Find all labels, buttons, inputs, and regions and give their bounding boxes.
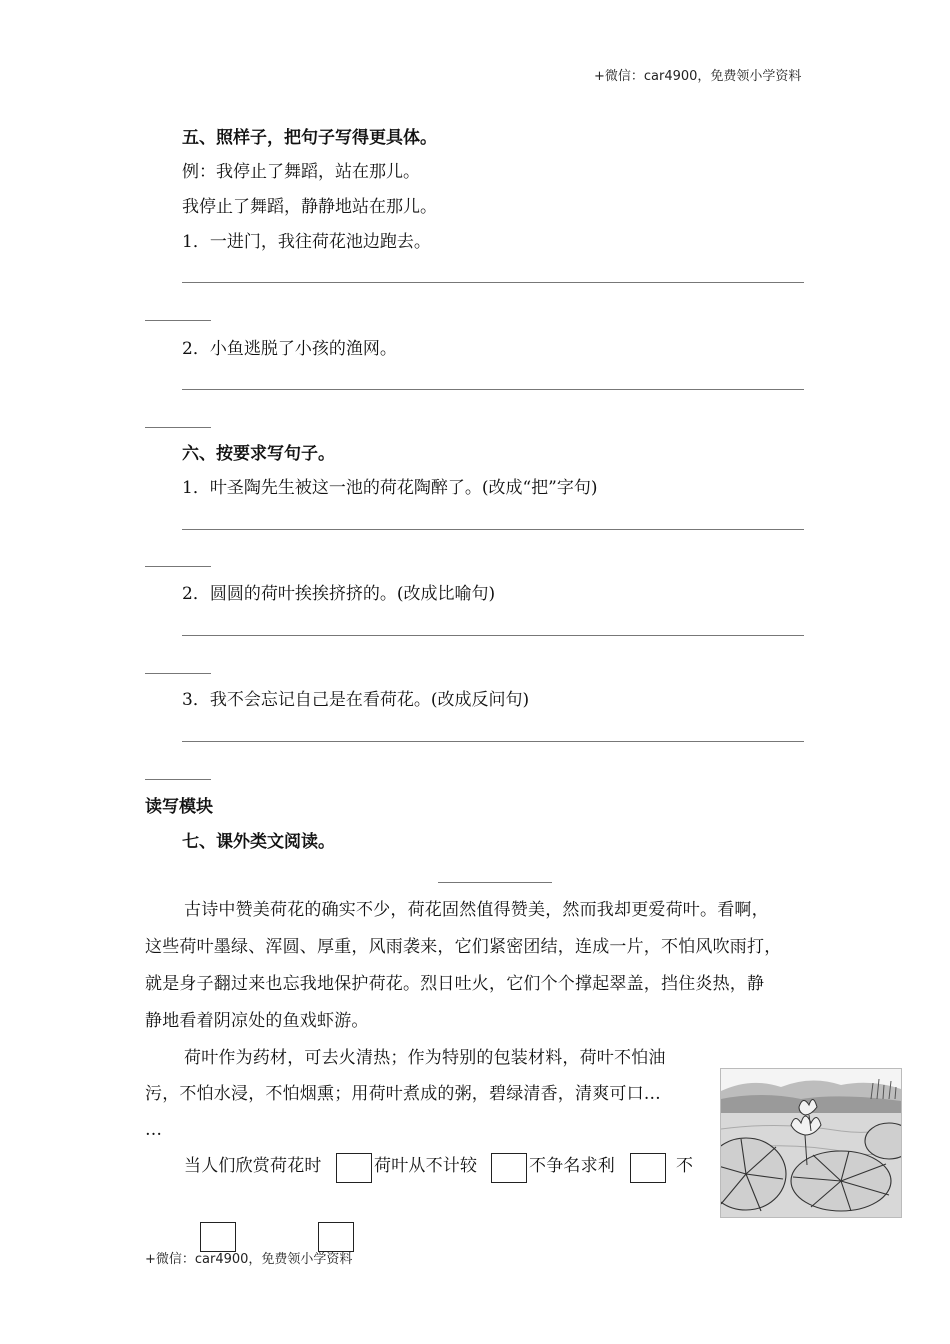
answer-line[interactable]	[182, 282, 804, 283]
watermark-bottom: +微信：car4900，免费领小学资料	[145, 1252, 353, 1267]
module-title: 读写模块	[145, 797, 213, 817]
answer-line[interactable]	[182, 635, 804, 636]
watermark-top: +微信：car4900，免费领小学资料	[594, 69, 802, 84]
passage-line: 古诗中赞美荷花的确实不少，荷花固然值得赞美，然而我却更爱荷叶。看啊，	[184, 900, 769, 920]
passage-segment: 荷叶从不计较	[374, 1156, 478, 1176]
answer-line[interactable]	[182, 389, 804, 390]
answer-line[interactable]	[182, 741, 804, 742]
section5-question-2: 2．小鱼逃脱了小孩的渔网。	[182, 339, 397, 359]
section7-title: 七、课外类文阅读。	[182, 832, 335, 852]
passage-segment: 不争名求利	[529, 1156, 615, 1176]
passage-segment: 不	[676, 1156, 694, 1176]
section6-question-3: 3．我不会忘记自己是在看荷花。(改成反问句)	[182, 690, 530, 710]
section6-title: 六、按要求写句子。	[182, 444, 335, 464]
answer-line-continuation[interactable]	[145, 320, 211, 321]
answer-line-continuation[interactable]	[145, 673, 211, 674]
answer-line[interactable]	[182, 529, 804, 530]
passage-line: 这些荷叶墨绿、浑圆、厚重，风雨袭来，它们紧密团结，连成一片，不怕风吹雨打，	[145, 937, 782, 957]
section5-example: 例：我停止了舞蹈，站在那儿。	[182, 162, 420, 182]
punctuation-answer-box[interactable]	[336, 1153, 372, 1183]
passage-line: 污，不怕水浸，不怕烟熏；用荷叶煮成的粥，碧绿清香，清爽可口…	[145, 1084, 661, 1104]
passage-segment: 当人们欣赏荷花时	[184, 1156, 322, 1176]
section5-title: 五、照样子，把句子写得更具体。	[182, 128, 437, 148]
section6-question-2: 2．圆圆的荷叶挨挨挤挤的。(改成比喻句)	[182, 584, 496, 604]
section6-question-1: 1．叶圣陶先生被这一池的荷花陶醉了。(改成“把”字句)	[182, 478, 598, 498]
answer-line-continuation[interactable]	[145, 427, 211, 428]
passage-line: 静地看着阴凉处的鱼戏虾游。	[145, 1011, 369, 1031]
passage-line: 荷叶作为药材，可去火清热；作为特别的包装材料，荷叶不怕油	[184, 1048, 666, 1068]
passage-line: …	[145, 1120, 163, 1140]
section5-example-answer: 我停止了舞蹈，静静地站在那儿。	[182, 197, 437, 217]
lotus-pond-illustration	[720, 1068, 902, 1218]
passage-line: 就是身子翻过来也忘我地保护荷花。烈日吐火，它们个个撑起翠盖，挡住炎热，静	[145, 974, 765, 994]
answer-line-continuation[interactable]	[145, 566, 211, 567]
punctuation-answer-box[interactable]	[491, 1153, 527, 1183]
section5-question-1: 1．一进门，我往荷花池边跑去。	[182, 232, 431, 252]
answer-line-continuation[interactable]	[145, 779, 211, 780]
punctuation-answer-box[interactable]	[630, 1153, 666, 1183]
passage-title-blank[interactable]	[438, 882, 552, 883]
